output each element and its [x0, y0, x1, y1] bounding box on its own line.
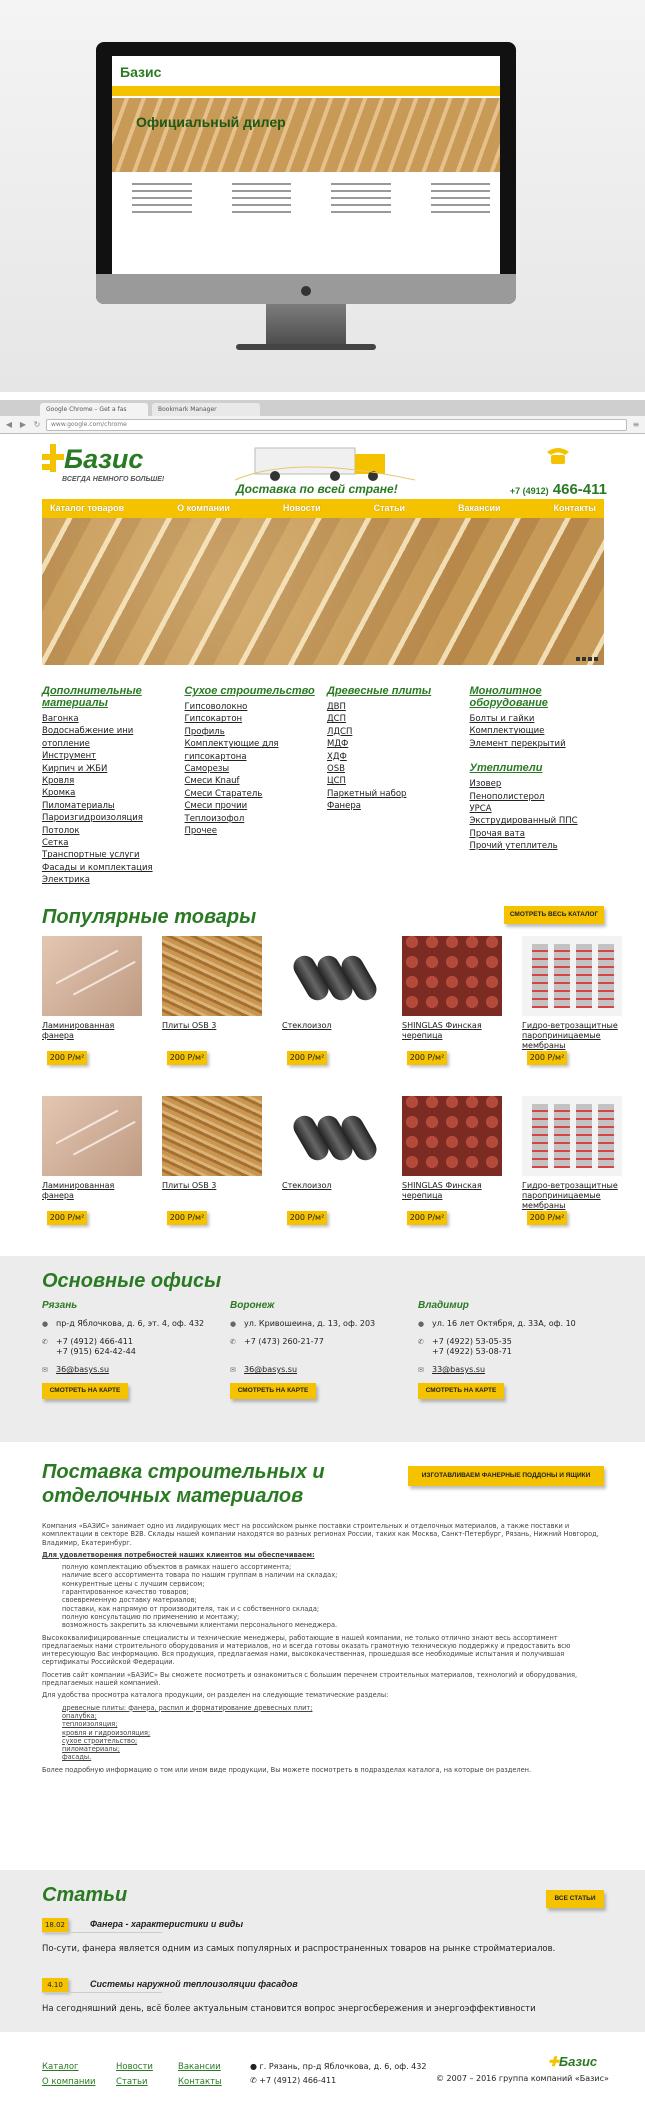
slider-dot[interactable]	[576, 657, 580, 661]
category-link[interactable]: OSB	[327, 764, 345, 775]
monitor-mockup	[0, 0, 645, 392]
product-card[interactable]	[42, 936, 142, 1065]
product-image[interactable]	[402, 936, 502, 1016]
footer-logo[interactable]: ✚Базис	[548, 2054, 598, 2069]
category-title[interactable]: Древесные плиты	[327, 685, 432, 697]
office-phone[interactable]: +7 (4922) 53-08-71	[432, 1347, 512, 1356]
product-price: 200 Р/м²	[47, 1211, 87, 1225]
slider-dots	[576, 657, 598, 661]
product-name[interactable]: Ламинированная фанера	[42, 1021, 115, 1040]
footer-link[interactable]: О компании	[42, 2077, 96, 2087]
product-name[interactable]: Гидро-ветрозащитные пароприницаемые мембраны	[522, 1181, 618, 1210]
mail-icon: ✉	[418, 1366, 424, 1374]
office-email[interactable]: 33@basys.su	[432, 1365, 486, 1374]
product-card[interactable]	[162, 936, 262, 1065]
url-input[interactable]: www.google.com/chrome	[46, 419, 627, 431]
monitor-foot	[236, 344, 376, 350]
product-image[interactable]	[522, 1096, 622, 1176]
location-icon: ●	[418, 1320, 425, 1328]
category-link[interactable]: ДВП	[327, 702, 346, 712]
category-link[interactable]: Теплоизофол	[184, 813, 245, 824]
product-row	[42, 936, 618, 1065]
phone-icon: ✆	[250, 2076, 260, 2085]
product-card[interactable]	[42, 1096, 142, 1225]
office-card	[42, 1300, 232, 1399]
category-link[interactable]: Болты и гайки	[469, 714, 535, 724]
product-price: 200 Р/м²	[167, 1211, 207, 1225]
catalog-button[interactable]: СМОТРЕТЬ ВЕСЬ КАТАЛОГ	[504, 906, 604, 924]
location-icon: ●	[42, 1320, 49, 1328]
category-link[interactable]: Кромка	[42, 788, 76, 799]
logo-text: Базис	[64, 444, 144, 474]
category-link[interactable]: Гипсоволокно	[184, 702, 248, 712]
product-name[interactable]: Гидро-ветрозащитные пароприницаемые мембраны	[522, 1021, 618, 1050]
footer-link[interactable]: Новости	[116, 2062, 153, 2072]
product-name[interactable]: Ламинированная фанера	[42, 1181, 115, 1200]
product-price: 200 Р/м²	[407, 1051, 447, 1065]
product-image[interactable]	[42, 936, 142, 1016]
category-link[interactable]: Смеси Knauf	[184, 776, 240, 787]
footer-col	[116, 2060, 153, 2090]
slider-dot[interactable]	[582, 657, 586, 661]
category-link[interactable]: Комплектующие	[469, 726, 545, 737]
divider	[42, 1932, 162, 1933]
phone-icon	[545, 444, 571, 466]
product-image[interactable]	[162, 936, 262, 1016]
office-city: Рязань	[42, 1300, 78, 1311]
category-column	[327, 685, 470, 887]
category-link[interactable]: Фасады и комплектация	[42, 862, 153, 873]
monitor-column	[132, 178, 192, 218]
monitor-column	[232, 178, 292, 218]
article-date: 18.02	[42, 1918, 68, 1932]
supply-paragraph: Для удобства просмотра каталога продукции, он разделен на следующие тематические разделы:	[42, 1691, 389, 1700]
product-card[interactable]	[522, 936, 622, 1065]
category-title[interactable]: Утеплители	[469, 762, 543, 775]
slider-dot[interactable]	[594, 657, 598, 661]
category-link[interactable]: Комплектующие для гипсокартона	[184, 739, 279, 762]
product-price: 200 Р/м²	[167, 1051, 207, 1065]
product-card[interactable]	[282, 936, 382, 1065]
category-link[interactable]: Паркетный набор	[327, 788, 407, 799]
product-card[interactable]	[522, 1096, 622, 1225]
browser-tabbar	[0, 400, 645, 416]
delivery-slogan: Доставка по всей стране!	[236, 482, 398, 496]
monitor-column	[331, 178, 391, 218]
footer-phone[interactable]: +7 (4912) 466-411	[259, 2076, 337, 2085]
forward-icon[interactable]: ▶	[19, 419, 27, 429]
category-link[interactable]: Изовер	[469, 779, 502, 790]
product-image[interactable]	[522, 936, 622, 1016]
product-card[interactable]	[402, 1096, 502, 1225]
category-columns	[42, 685, 612, 887]
product-row	[42, 1096, 618, 1225]
supply-paragraph: Высококвалифицированные специалисты и технические менеджеры, работающие в нашей компании, не только отлично знают весь ассортимент предлагаемых нами строительного оборудования и материалов, но и всегда готовы оказать грамотную техническую поддержку и предоставить всю интересующую Вас информацию. Вся продукция, предлагаемая нами, высококачественная, прошедшая все необходимые испытания и получившая сертификаты Российской Федерации.	[42, 1633, 571, 1667]
office-phone[interactable]: +7 (473) 260-21-77	[244, 1337, 324, 1346]
category-link[interactable]: Инструмент	[42, 751, 97, 762]
product-image[interactable]	[282, 936, 382, 1016]
category-link[interactable]: Фанера	[327, 801, 361, 812]
product-price: 200 Р/м²	[527, 1211, 567, 1225]
reload-icon[interactable]: ↻	[33, 419, 41, 429]
product-name[interactable]: SHINGLAS Финская черепица	[402, 1021, 482, 1040]
article-title[interactable]: Системы наружной теплоизоляции фасадов	[90, 1979, 298, 1989]
product-name[interactable]: SHINGLAS Финская черепица	[402, 1181, 482, 1200]
category-link[interactable]: Пиломатериалы	[42, 800, 115, 811]
footer-col	[178, 2060, 222, 2090]
category-link[interactable]: Смеси прочии	[184, 801, 248, 812]
product-card[interactable]	[162, 1096, 262, 1225]
category-link[interactable]: Транспортные услуги	[42, 850, 140, 861]
monitor-chin	[96, 274, 516, 304]
mail-icon: ✉	[42, 1366, 48, 1374]
product-price: 200 Р/м²	[287, 1051, 327, 1065]
category-link[interactable]: Прочая вата	[469, 828, 525, 839]
supply-links[interactable]: древесные плиты: фанера, распил и форматирование древесных плит; опалубка; теплоизоляция; кровля и гидроизоляция; сухое строительство; пиломатериалы; фасады.	[62, 1703, 313, 1762]
category-link[interactable]: ХДФ	[327, 751, 347, 762]
office-phone[interactable]: +7 (915) 624-42-44	[56, 1347, 136, 1356]
monitor-column	[431, 178, 491, 218]
site-header	[0, 434, 645, 500]
back-icon[interactable]: ◀	[5, 419, 13, 429]
office-phone[interactable]: +7 (4922) 53-05-35	[432, 1337, 512, 1346]
supply-paragraph: Компания «БАЗИС» занимает одно из лидирующих мест на российском рынке поставки строительных и отделочных материалов, а также поставки и комплектации в секторе B2B. Склады нашей компании находятся во разных регионах России, таких как Москва, Санкт-Петербург, Рязань, Нижний Новгород, Владимир, Екатеринбург.	[42, 1522, 599, 1547]
product-image[interactable]	[42, 1096, 142, 1176]
supply-paragraph: Более подробную информацию о том или ином виде продукции, Вы можете посмотреть в подразделах каталога, на которые он разделен.	[42, 1765, 532, 1774]
phone-icon: ✆	[42, 1338, 48, 1346]
office-email[interactable]: 36@basys.su	[244, 1365, 298, 1374]
office-address: ул. 16 лет Октября, д. 33А, оф. 10	[432, 1319, 576, 1328]
monitor-hero	[112, 98, 500, 172]
nav-contacts[interactable]: Контакты	[553, 503, 596, 513]
articles-section	[0, 1870, 645, 2032]
all-articles-button[interactable]: ВСЕ СТАТЬИ	[546, 1890, 604, 1908]
product-card[interactable]	[402, 936, 502, 1065]
category-title[interactable]: Монолитное оборудование	[469, 685, 548, 709]
site-footer	[0, 2050, 645, 2126]
nav-news[interactable]: Новости	[282, 503, 321, 513]
category-link[interactable]: Элемент перекрытий	[469, 738, 566, 749]
category-link[interactable]: Потолок	[42, 825, 80, 836]
category-link[interactable]: Пенополистерол	[469, 791, 545, 802]
monitor-hero-title: Официальный дилер	[136, 114, 286, 130]
category-link[interactable]: Экструдированный ППС	[469, 816, 578, 827]
popular-title: Популярные товары	[42, 906, 257, 928]
articles-title: Статьи	[42, 1884, 128, 1906]
monitor-screen	[112, 56, 500, 274]
product-price: 200 Р/м²	[527, 1051, 567, 1065]
location-icon: ●	[230, 1320, 237, 1328]
monitor-columns	[132, 178, 490, 218]
office-city: Владимир	[418, 1300, 469, 1311]
category-link[interactable]: Кирпич и ЖБИ	[42, 763, 108, 774]
nav-about[interactable]: О компании	[177, 503, 230, 513]
product-image[interactable]	[402, 1096, 502, 1176]
category-title[interactable]: Дополнительные материалы	[42, 685, 142, 709]
offices-title: Основные офисы	[42, 1270, 222, 1292]
product-name[interactable]: Стеклоизол	[282, 1181, 332, 1190]
monitor-nav	[112, 86, 500, 96]
monitor-logo: Базис	[120, 64, 162, 80]
nav-articles[interactable]: Статьи	[373, 503, 406, 513]
product-card[interactable]	[282, 1096, 382, 1225]
offices-section	[0, 1256, 645, 1442]
category-title[interactable]: Сухое строительство	[184, 685, 315, 697]
product-price: 200 Р/м²	[287, 1211, 327, 1225]
product-image[interactable]	[162, 1096, 262, 1176]
product-name[interactable]: Стеклоизол	[282, 1021, 332, 1030]
logo-mark-icon	[42, 444, 64, 472]
pallets-button[interactable]: ИЗГОТАВЛИВАЕМ ФАНЕРНЫЕ ПОДДОНЫ И ЯЩИКИ	[408, 1466, 604, 1486]
category-link[interactable]: Гипсокартон	[184, 714, 243, 725]
map-button[interactable]: СМОТРЕТЬ НА КАРТЕ	[42, 1383, 128, 1399]
map-button[interactable]: СМОТРЕТЬ НА КАРТЕ	[230, 1383, 316, 1399]
article-date: 4.10	[42, 1978, 68, 1992]
menu-icon[interactable]: ≡	[632, 419, 640, 429]
office-email[interactable]: 36@basys.su	[56, 1365, 110, 1374]
slider-dot[interactable]	[588, 657, 592, 661]
supply-text	[42, 1522, 602, 1778]
category-column	[470, 685, 613, 887]
supply-title: Поставка строительных и отделочных материалов	[42, 1461, 325, 1507]
map-button[interactable]: СМОТРЕТЬ НА КАРТЕ	[418, 1383, 504, 1399]
office-card	[418, 1300, 608, 1399]
category-link[interactable]: ДСП	[327, 714, 346, 725]
browser-tab[interactable]: Google Chrome – Get a fas	[40, 403, 148, 416]
category-link[interactable]: Прочее	[184, 826, 217, 837]
product-name[interactable]: Плиты OSB 3	[162, 1021, 217, 1030]
product-name[interactable]: Плиты OSB 3	[162, 1181, 217, 1190]
category-link[interactable]: Прочий утеплитель	[469, 841, 558, 852]
office-card	[230, 1300, 420, 1399]
category-link[interactable]: ЦСП	[327, 776, 346, 787]
hero-banner	[42, 518, 604, 665]
office-phone[interactable]: +7 (4912) 466-411	[56, 1337, 133, 1346]
supply-paragraph: Для удовлетворения потребностей наших клиентов мы обеспечиваем:	[42, 1550, 315, 1559]
monitor-stand	[266, 304, 346, 344]
supply-paragraph: Посетив сайт компании «БАЗИС» Вы сможете посмотреть и ознакомиться с большим перечнем строительных материалов, технологий и оборудования, предлагаемых нашей компанией.	[42, 1670, 578, 1688]
footer-link[interactable]: Каталог	[42, 2062, 79, 2072]
copyright: © 2007 – 2016 группа компаний «Базис»	[436, 2074, 609, 2083]
category-link[interactable]: Профиль	[184, 726, 225, 737]
address-bar	[0, 416, 645, 434]
article-title[interactable]: Фанера - характеристики и виды	[90, 1919, 244, 1929]
nav-catalog[interactable]: Каталог товаров	[50, 503, 125, 513]
phone-icon: ✆	[230, 1338, 236, 1346]
header-phone[interactable]: +7 (4912) 466-411	[509, 481, 607, 498]
divider	[42, 1992, 162, 1993]
supply-list: полную комплектацию объектов в рамках нашего ассортимента; наличие всего ассортимента товара по нашим группам в наличии на складах; конкурентные цены с лучшим сервисом; гарантированное качество товаров; своевременную доставку материалов; поставки, как напрямую от производителя, так и с собственного склада; полную консультацию по применению и монтажу; возможность закрепить за ключевыми клиентами персонального менеджера.	[62, 1563, 338, 1630]
article-desc: На сегодняшний день, всё более актуальным становится вопрос энергосбережения и энергоэффективности	[42, 2004, 536, 2014]
phone-icon: ✆	[418, 1338, 424, 1346]
product-price: 200 Р/м²	[47, 1051, 87, 1065]
category-link[interactable]: Сетка	[42, 838, 69, 849]
category-link[interactable]: МДФ	[327, 739, 349, 750]
office-address: ул. Кривошеина, д. 13, оф. 203	[244, 1319, 376, 1328]
location-icon: ●	[250, 2062, 260, 2071]
footer-address: г. Рязань, пр-д Яблочкова, д. 6, оф. 432	[259, 2062, 427, 2071]
mail-icon: ✉	[230, 1366, 236, 1374]
monitor-body	[96, 42, 516, 304]
category-link[interactable]: Смеси Старатель	[184, 788, 263, 799]
apple-logo-icon	[301, 286, 311, 296]
office-city: Воронеж	[230, 1300, 275, 1311]
main-nav	[42, 499, 604, 518]
category-link[interactable]: Саморезы	[184, 764, 230, 775]
browser-tab[interactable]: Bookmark Manager	[152, 403, 260, 416]
category-link[interactable]: Вагонка	[42, 714, 79, 724]
category-link[interactable]: УРСА	[469, 804, 492, 815]
footer-col	[42, 2060, 96, 2090]
category-link[interactable]: ЛДСП	[327, 726, 353, 737]
footer-link[interactable]: Вакансии	[178, 2062, 221, 2072]
truck-icon	[235, 444, 415, 484]
product-image[interactable]	[282, 1096, 382, 1176]
office-address: пр-д Яблочкова, д. 6, эт. 4, оф. 432	[56, 1319, 205, 1328]
category-column	[42, 685, 185, 887]
category-link[interactable]: Пароизгидроизоляция	[42, 813, 143, 824]
article-desc: По-сути, фанера является одним из самых популярных и распространенных товаров на рынке стройматериалов.	[42, 1944, 556, 1954]
footer-contacts	[250, 2060, 426, 2088]
product-price: 200 Р/м²	[407, 1211, 447, 1225]
category-column	[185, 685, 328, 887]
footer-link[interactable]: Контакты	[178, 2077, 222, 2087]
category-link[interactable]: Водоснабжение ини отопление	[42, 726, 134, 749]
logo-slogan: ВСЕГДА НЕМНОГО БОЛЬШЕ!	[62, 476, 165, 483]
category-link[interactable]: Электрика	[42, 875, 90, 886]
nav-vacancies[interactable]: Вакансии	[458, 503, 501, 513]
category-link[interactable]: Кровля	[42, 776, 75, 787]
footer-link[interactable]: Статьи	[116, 2077, 148, 2087]
